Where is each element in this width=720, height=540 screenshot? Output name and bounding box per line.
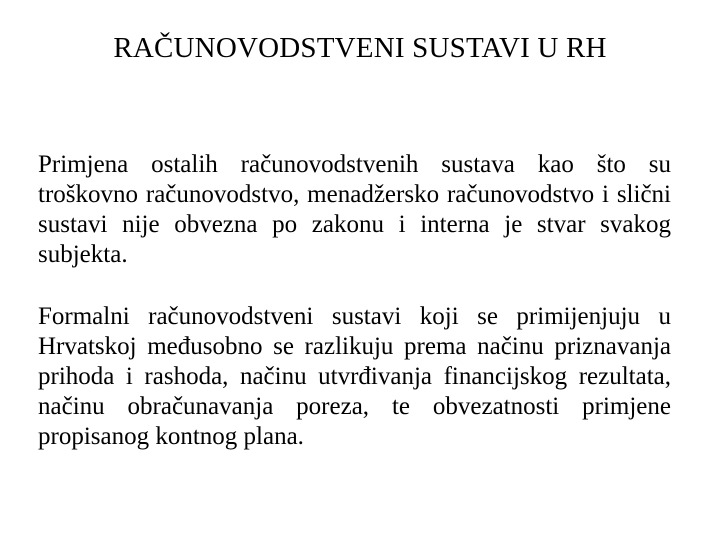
slide-title: RAČUNOVODSTVENI SUSTAVI U RH xyxy=(113,32,607,64)
slide-body xyxy=(38,150,671,452)
paragraph-formal-systems: Formalni računovodstveni sustavi koji se primijenjuju u Hrvatskoj međusobno se razlikuju prema načinu priznavanja prihoda i rashoda, načinu utvrđivanja financijskog rezultata, načinu obračunavanja poreza, te obvezatnosti primjene propisanog kontnog plana. xyxy=(38,303,671,450)
paragraph-optional-systems: Primjena ostalih računovodstvenih sustava kao što su troškovno računovodstvo, menadžersko računovodstvo i slični sustavi nije obvezna po zakonu i interna je stvar svakog subjekta. xyxy=(38,151,671,268)
